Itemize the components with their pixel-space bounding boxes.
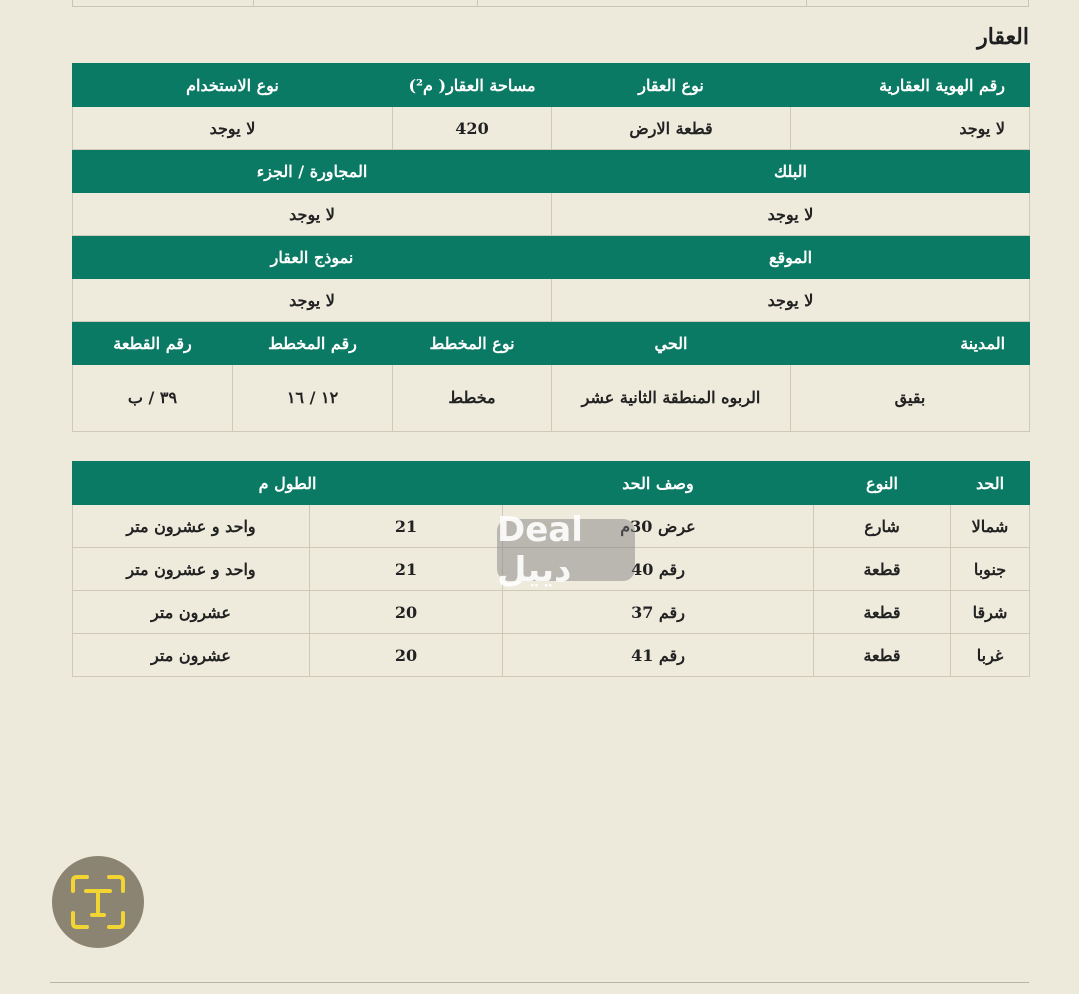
table-cell: شمالا (951, 505, 1030, 548)
table-cell: 20 (310, 591, 503, 634)
table-cell: رقم 40 (503, 548, 814, 591)
table-cell: قطعة (814, 548, 951, 591)
table-cell: شرقا (951, 591, 1030, 634)
table-cell: شارع (814, 505, 951, 548)
table-cell: غربا (951, 634, 1030, 677)
table-row (73, 279, 1030, 322)
previous-table-edge (72, 0, 1029, 7)
table-cell: قطعة الارض (552, 107, 791, 150)
table-cell: لا يوجد (73, 193, 552, 236)
header-cell: نوع المخطط (393, 322, 552, 365)
table-cell: عشرون متر (73, 634, 310, 677)
table-cell: عرض 30م (503, 505, 814, 548)
header-cell: الحد (951, 462, 1030, 505)
table-cell: بقيق (791, 365, 1030, 432)
table-row (73, 150, 1030, 193)
table-row (73, 64, 1030, 107)
header-cell: رقم الهوية العقارية (791, 64, 1030, 107)
header-cell: المدينة (791, 322, 1030, 365)
table-cell: قطعة (814, 591, 951, 634)
table-cell: جنوبا (951, 548, 1030, 591)
table-cell: ١٢ / ١٦ (233, 365, 393, 432)
watermark-logo: Deal دييل (497, 519, 635, 581)
header-cell: مساحة العقار( م²) (393, 64, 552, 107)
table-cell: 21 (310, 548, 503, 591)
table-cell: لا يوجد (791, 107, 1030, 150)
table-row (73, 591, 1030, 634)
table-cell: رقم 41 (503, 634, 814, 677)
table-cell: ٣٩ / ب (73, 365, 233, 432)
table-cell: لا يوجد (73, 107, 393, 150)
table-cell: 20 (310, 634, 503, 677)
header-cell: وصف الحد (503, 462, 814, 505)
table-row (73, 634, 1030, 677)
table-row (73, 107, 1030, 150)
table-row (73, 236, 1030, 279)
table-cell: واحد و عشرون متر (73, 548, 310, 591)
header-cell: الحي (552, 322, 791, 365)
footer-divider (50, 982, 1029, 983)
header-cell: رقم المخطط (233, 322, 393, 365)
header-cell: نموذج العقار (73, 236, 552, 279)
text-scan-icon (67, 871, 129, 933)
header-cell: الموقع (552, 236, 1030, 279)
table-cell: لا يوجد (73, 279, 552, 322)
header-cell: الطول م (73, 462, 503, 505)
table-cell: رقم 37 (503, 591, 814, 634)
table-cell: 21 (310, 505, 503, 548)
table-cell: مخطط (393, 365, 552, 432)
table-cell: لا يوجد (552, 279, 1030, 322)
table-row (73, 462, 1030, 505)
header-cell: البلك (552, 150, 1030, 193)
table-cell: قطعة (814, 634, 951, 677)
header-cell: نوع العقار (552, 64, 791, 107)
table-row (73, 193, 1030, 236)
table-row (73, 365, 1030, 432)
header-cell: نوع الاستخدام (73, 64, 393, 107)
table-cell: لا يوجد (552, 193, 1030, 236)
table-row (73, 322, 1030, 365)
table-cell: 420 (393, 107, 552, 150)
header-cell: النوع (814, 462, 951, 505)
table-cell: واحد و عشرون متر (73, 505, 310, 548)
header-cell: رقم القطعة (73, 322, 233, 365)
table-cell: عشرون متر (73, 591, 310, 634)
property-table (72, 63, 1030, 432)
table-cell: الربوه المنطقة الثانية عشر (552, 365, 791, 432)
header-cell: المجاورة / الجزء (73, 150, 552, 193)
text-scan-button[interactable] (52, 856, 144, 948)
section-title: العقار (977, 24, 1029, 50)
